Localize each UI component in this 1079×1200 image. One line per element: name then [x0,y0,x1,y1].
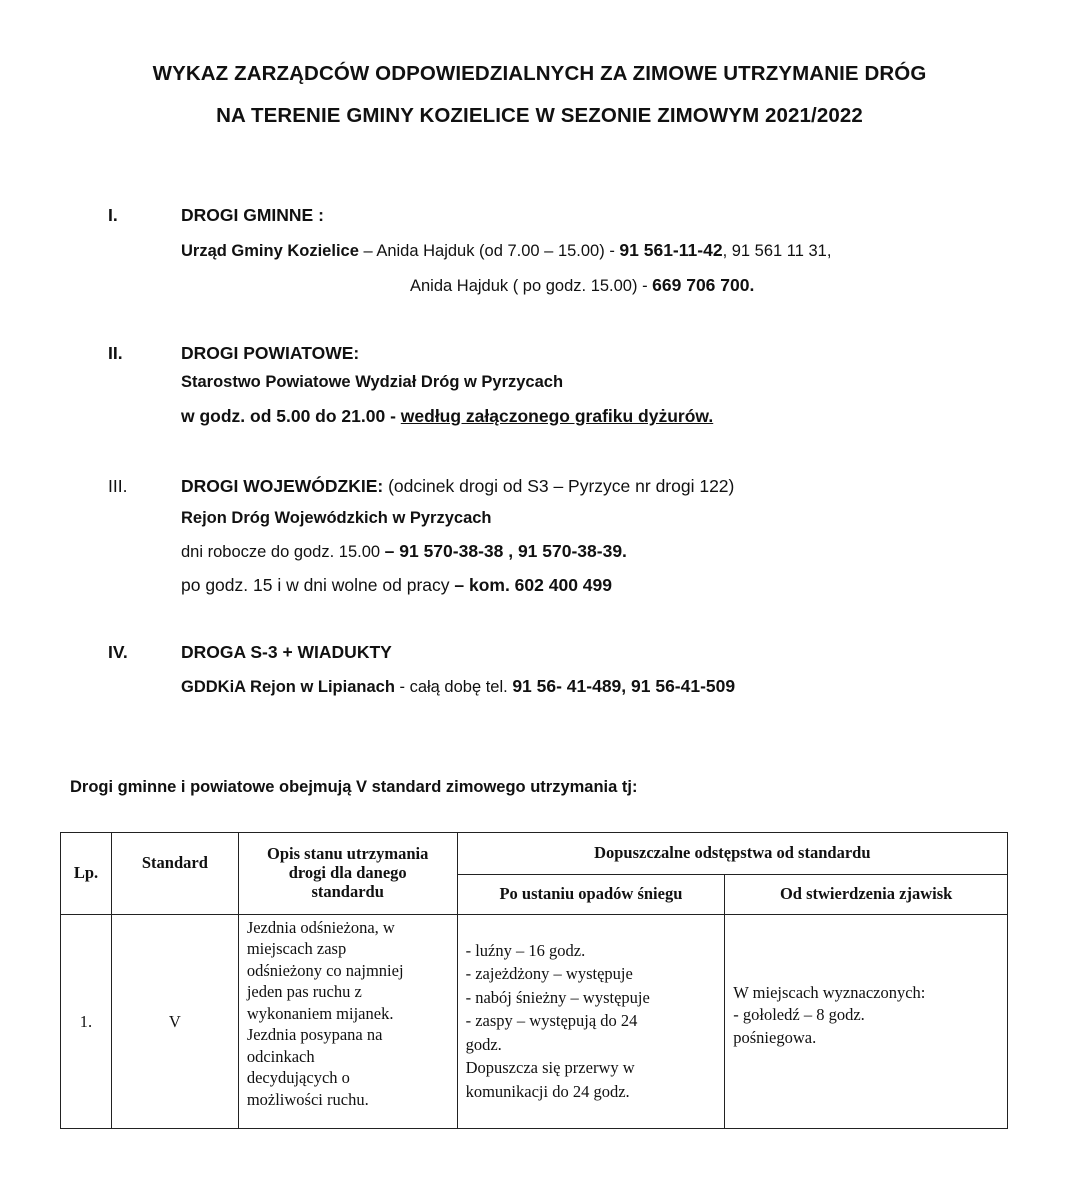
table-header-row [61,833,1008,875]
header-od-stwierdzenia: Od stwierdzenia zjawisk [725,875,1008,915]
phone-extra: , 91 561 11 31, [722,242,832,260]
cell-opis: Jezdnia odśnieżona, w miejscach zasp odśnieżony co najmniej jeden pas ruchu z wykonaniem mijanek. Jezdnia posypana na odcinkach decydujących o możliwości ruchu. [238,915,457,1129]
header-po-ustaniu: Po ustaniu opadów śniegu [457,875,725,915]
document-title-line-1: WYKAZ ZARZĄDCÓW ODPOWIEDZIALNYCH ZA ZIMOWE UTRZYMANIE DRÓG [152,62,927,85]
table-row [61,915,1008,1129]
section-number: II. [108,343,123,363]
cell-standard: V [111,915,238,1129]
office-name: Starostwo Powiatowe Wydział Dróg w Pyrzycach [181,373,564,391]
standards-table [60,832,1008,1129]
contact-text: dni robocze do godz. 15.00 [181,543,385,561]
contact-text: Anida Hajduk ( po godz. 15.00) - [410,277,653,295]
cell-po-ustaniu: - luźny – 16 godz. - zajeżdżony – występuje - nabój śnieżny – występuje - zaspy – występują do 24 godz. Dopuszcza się przerwy w komunikacji do 24 godz. [457,915,725,1129]
section-heading: DROGI WOJEWÓDZKIE: [181,476,384,496]
contact-text: po godz. 15 i w dni wolne od pracy [181,575,455,595]
section-heading: DROGA S-3 + WIADUKTY [181,642,392,662]
section-heading-note: (odcinek drogi od S3 – Pyrzyce nr drogi 122) [383,476,735,496]
hours-text: w godz. od 5.00 do 21.00 - [181,406,401,426]
header-standard: Standard [111,833,238,915]
office-name: Urząd Gminy Kozielice [181,242,359,260]
cell-lp: 1. [61,915,112,1129]
standard-intro: Drogi gminne i powiatowe obejmują V standard zimowego utrzymania tj: [70,778,638,796]
phone-number: – kom. 602 400 499 [454,575,612,595]
section-heading: DROGI POWIATOWE: [181,343,360,363]
document-title-line-2: NA TERENIE GMINY KOZIELICE W SEZONIE ZIMOWYM 2021/2022 [216,104,863,127]
phone-number: 669 706 700. [652,275,755,295]
phone-number: 91 561-11-42 [619,240,723,260]
cell-od-stwierdzenia: W miejscach wyznaczonych: - gołoledź – 8 godz. pośniegowa. [725,915,1008,1129]
contact-text: - całą dobę tel. [394,678,513,696]
office-name: Rejon Dróg Wojewódzkich w Pyrzycach [181,509,492,527]
contact-text: – Anida Hajduk (od 7.00 – 15.00) - [358,242,620,260]
header-odstepstwa: Dopuszczalne odstępstwa od standardu [457,833,1007,875]
section-heading: DROGI GMINNE : [181,205,324,225]
schedule-link-text: według załączonego grafiku dyżurów. [400,406,714,426]
header-opis: Opis stanu utrzymania drogi dla danego standardu [238,833,457,915]
section-number: I. [108,205,118,225]
header-lp: Lp. [61,833,112,915]
office-name: GDDKiA Rejon w Lipianach [181,678,395,696]
section-number: III. [108,476,128,496]
section-number: IV. [108,642,128,662]
phone-number: 91 56- 41-489, 91 56-41-509 [512,676,736,696]
phone-number: – 91 570-38-38 , 91 570-38-39. [384,541,627,561]
